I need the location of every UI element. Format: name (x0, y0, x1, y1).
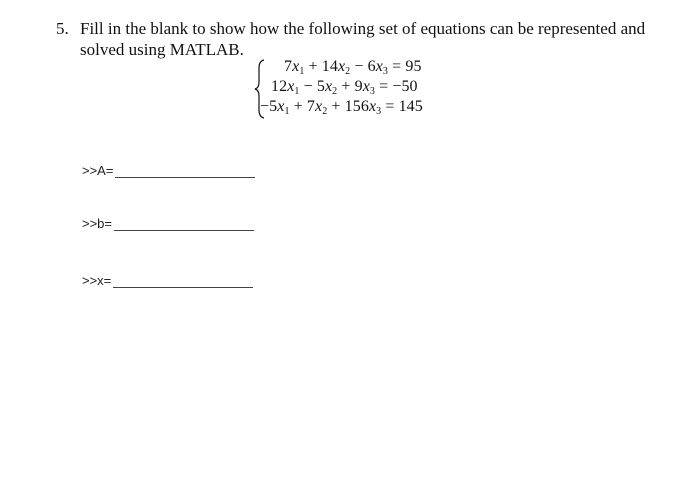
equation-1: $7x_1 + 14x_2 - 6x_3 = 95$ (284, 58, 422, 77)
question-text-line-1: Fill in the blank to show how the following set of equations can be represented and (80, 19, 646, 38)
answer-blank-b[interactable] (114, 218, 254, 231)
prompt-label-b: >>b= (82, 216, 113, 231)
prompt-label-x: >>x= (82, 273, 112, 288)
equation-3: $-5x_1 + 7x_2 + 156x_3 = 145$ (260, 98, 423, 117)
equation-system (254, 58, 474, 120)
answer-blank-A[interactable] (115, 165, 255, 178)
question-number: 5. (56, 19, 69, 38)
prompt-label-A: >>A= (82, 163, 114, 178)
equation-2: $12x_1 - 5x_2 + 9x_3 = -50$ (271, 78, 418, 97)
answer-row-x (82, 273, 253, 288)
answer-row-b (82, 216, 254, 231)
question-text-line-2: solved using MATLAB. (80, 40, 244, 59)
answer-row-A (82, 163, 255, 178)
answer-blank-x[interactable] (113, 275, 253, 288)
